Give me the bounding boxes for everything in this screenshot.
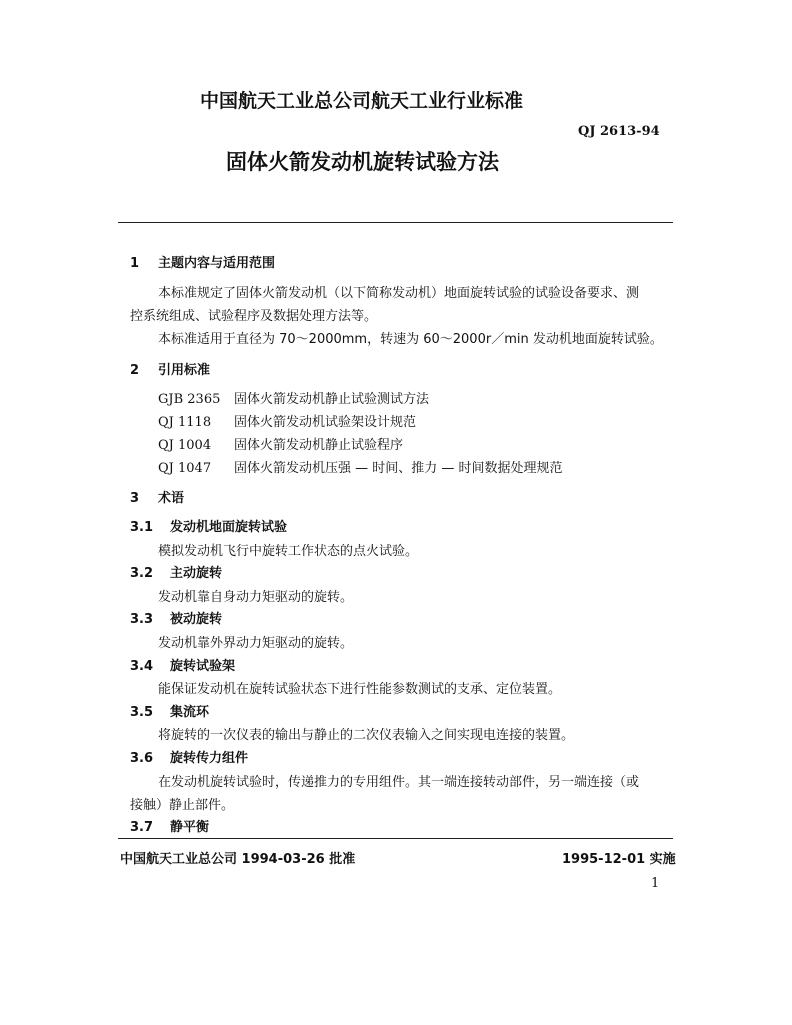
- term-3-2-heading: 3.2 主动旋转: [130, 566, 223, 581]
- term-3-3-definition: 发动机靠外界动力矩驱动的旋转。: [158, 636, 354, 651]
- reference-item: QJ 1004 固体火箭发动机静止试验程序: [158, 438, 404, 453]
- term-3-1-definition: 模拟发动机飞行中旋转工作状态的点火试验。: [158, 544, 419, 559]
- term-3-4-definition: 能保证发动机在旋转试验状态下进行性能参数测试的支承、定位装置。: [158, 682, 562, 697]
- term-3-6-heading: 3.6 旋转传力组件: [130, 751, 249, 766]
- reference-item: GJB 2365 固体火箭发动机静止试验测试方法: [158, 392, 430, 407]
- reference-item: QJ 1047 固体火箭发动机压强 — 时间、推力 — 时间数据处理规范: [158, 461, 563, 476]
- standard-organization: 中国航天工业总公司航天工业行业标准: [200, 90, 524, 112]
- term-3-5-definition: 将旋转的一次仪表的输出与静止的二次仪表输入之间实现电连接的装置。: [158, 728, 575, 743]
- section-1-heading: 1 主题内容与适用范围: [130, 256, 276, 271]
- section-1-para2: 本标准适用于直径为 70～2000mm，转速为 60～2000r／min 发动机地面旋转试验。: [158, 332, 663, 347]
- page-number: 1: [651, 876, 660, 891]
- term-3-3-heading: 3.3 被动旋转: [130, 612, 223, 627]
- section-2-heading: 2 引用标准: [130, 363, 211, 378]
- term-3-6-definition-line1: 在发动机旋转试验时，传递推力的专用组件。其一端连接转动部件，另一端连接（或: [158, 775, 640, 790]
- section-1-para1-line2: 控系统组成、试验程序及数据处理方法等。: [130, 309, 378, 324]
- term-3-5-heading: 3.5 集流环: [130, 705, 210, 720]
- term-3-4-heading: 3.4 旋转试验架: [130, 659, 236, 674]
- standard-code: QJ 2613-94: [578, 124, 660, 139]
- reference-item: QJ 1118 固体火箭发动机试验架设计规范: [158, 415, 417, 430]
- term-3-2-definition: 发动机靠自身动力矩驱动的旋转。: [158, 590, 354, 605]
- header-divider: [118, 222, 673, 223]
- document-title: 固体火箭发动机旋转试验方法: [226, 150, 499, 174]
- effective-date: 1995-12-01 实施: [562, 852, 676, 867]
- approval-line: 中国航天工业总公司 1994-03-26 批准: [120, 852, 356, 867]
- term-3-1-heading: 3.1 发动机地面旋转试验: [130, 520, 288, 535]
- term-3-6-definition-line2: 接触）静止部件。: [130, 798, 235, 813]
- section-1-para1-line1: 本标准规定了固体火箭发动机（以下简称发动机）地面旋转试验的试验设备要求、测: [158, 286, 640, 301]
- footer-divider: [118, 838, 673, 839]
- section-3-heading: 3 术语: [130, 491, 185, 506]
- term-3-7-heading: 3.7 静平衡: [130, 820, 210, 835]
